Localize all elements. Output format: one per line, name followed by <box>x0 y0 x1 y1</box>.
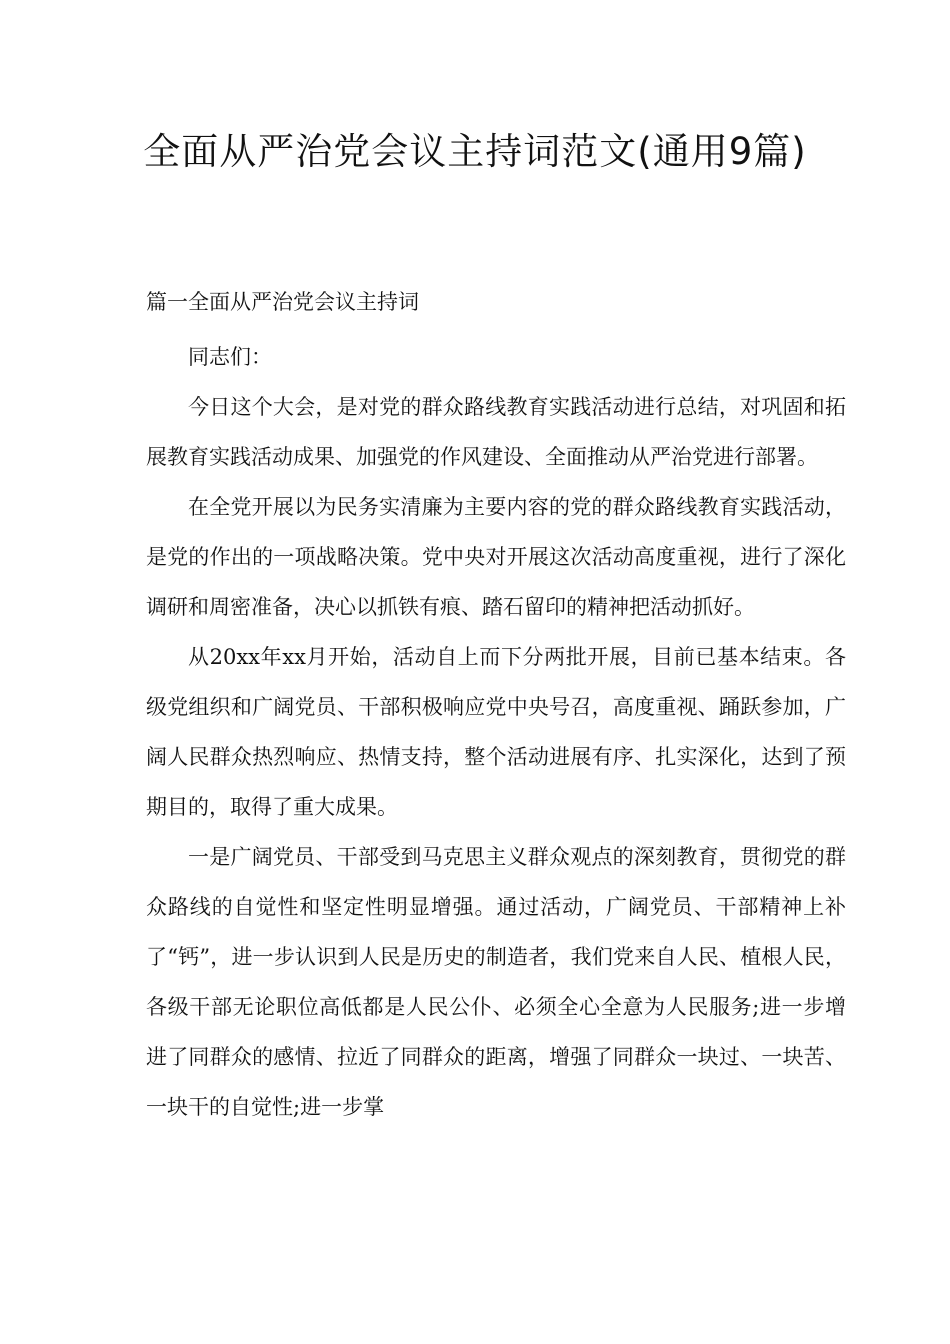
section-title: 篇一全面从严治党会议主持词 <box>146 290 419 314</box>
document-body <box>146 282 846 1132</box>
paragraph: 一是广阔党员、干部受到马克思主义群众观点的深刻教育，贯彻党的群众路线的自觉性和坚定性明显增强。通过活动，广阔党员、干部精神上补了“钙”，进一步认识到人民是历史的制造者，我们党来自人民、植根人民，各级干部无论职位高低都是人民公仆、必须全心全意为人民服务;进一步增进了同群众的感情、拉近了同群众的距离，增强了同群众一块过、一块苦、一块干的自觉性;进一步掌 <box>146 845 846 1119</box>
document-title: 全面从严治党会议主持词范文(通用9篇) <box>143 130 807 173</box>
greeting: 同志们： <box>188 345 272 369</box>
paragraph: 从20xx年xx月开始，活动自上而下分两批开展，目前已基本结束。各级党组织和广阔党员、干部积极响应党中央号召，高度重视、踊跃参加，广阔人民群众热烈响应、热情支持，整个活动进展有序、扎实深化，达到了预期目的，取得了重大成果。 <box>146 645 846 819</box>
paragraph: 在全党开展以为民务实清廉为主要内容的党的群众路线教育实践活动，是党的作出的一项战略决策。党中央对开展这次活动高度重视，进行了深化调研和周密准备，决心以抓铁有痕、踏石留印的精神把活动抓好。 <box>146 495 846 619</box>
paragraph: 今日这个大会，是对党的群众路线教育实践活动进行总结，对巩固和拓展教育实践活动成果、加强党的作风建设、全面推动从严治党进行部署。 <box>146 395 846 469</box>
